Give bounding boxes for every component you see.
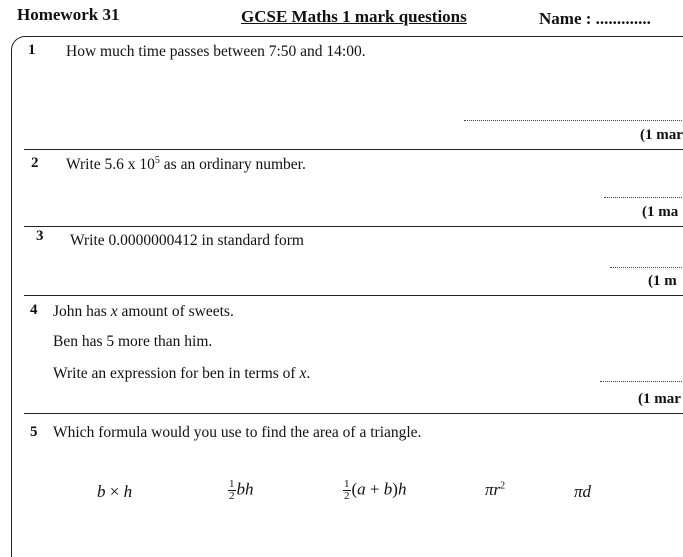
name-field-label: Name : ............. [539,9,651,28]
question-4-answer-line[interactable] [600,381,683,382]
question-2-text: Write 5.6 x $10^5$ as an ordinary number. [66,155,306,174]
worksheet-title: GCSE Maths 1 mark questions [241,7,467,26]
question-divider [24,295,683,296]
variable-x: x [299,365,307,382]
question-1-text: How much time passes between 7:50 and 14:00. [66,43,366,60]
formula-option-trapezium[interactable]: $\frac{1}{2}$ (a + b)h [344,478,407,502]
question-3-number: 3 [36,228,44,244]
question-2-number: 2 [31,155,39,171]
question-1-number: 1 [28,42,36,58]
formula-option-half-base-height[interactable]: $\frac{1}{2}$ bh [229,478,254,502]
question-4-line-3: Write an expression for ben in terms of x. [53,365,311,382]
variable-x: x [110,303,118,320]
question-1-marks: (1 mar [640,127,683,143]
question-2-exponent: 5 [154,155,160,166]
question-3-text: Write 0.0000000412 in standard form [70,232,304,249]
question-2-marks: (1 ma [642,204,679,220]
question-3-marks: (1 m [648,273,677,289]
question-3-answer-line[interactable] [610,267,683,268]
question-divider [24,149,683,150]
formula-option-base-times-height[interactable]: b × h [97,482,133,501]
homework-label: Homework 31 [17,5,120,24]
question-2-answer-line[interactable] [604,197,683,198]
formula-option-pi-d[interactable]: πd [574,482,592,501]
question-4-marks: (1 mar [638,391,681,407]
question-divider [24,413,683,414]
formula-option-pi-r-squared[interactable]: $\pi r^2$ [485,480,506,499]
question-5-text: Which formula would you use to find the area of a triangle. [53,424,422,441]
question-4-number: 4 [30,302,38,318]
question-5-number: 5 [30,424,38,440]
question-1-answer-line[interactable] [464,120,683,121]
question-divider [24,226,683,227]
question-4-line-2: Ben has 5 more than him. [53,333,213,350]
question-4-line-1: John has x amount of sweets. [53,303,234,320]
